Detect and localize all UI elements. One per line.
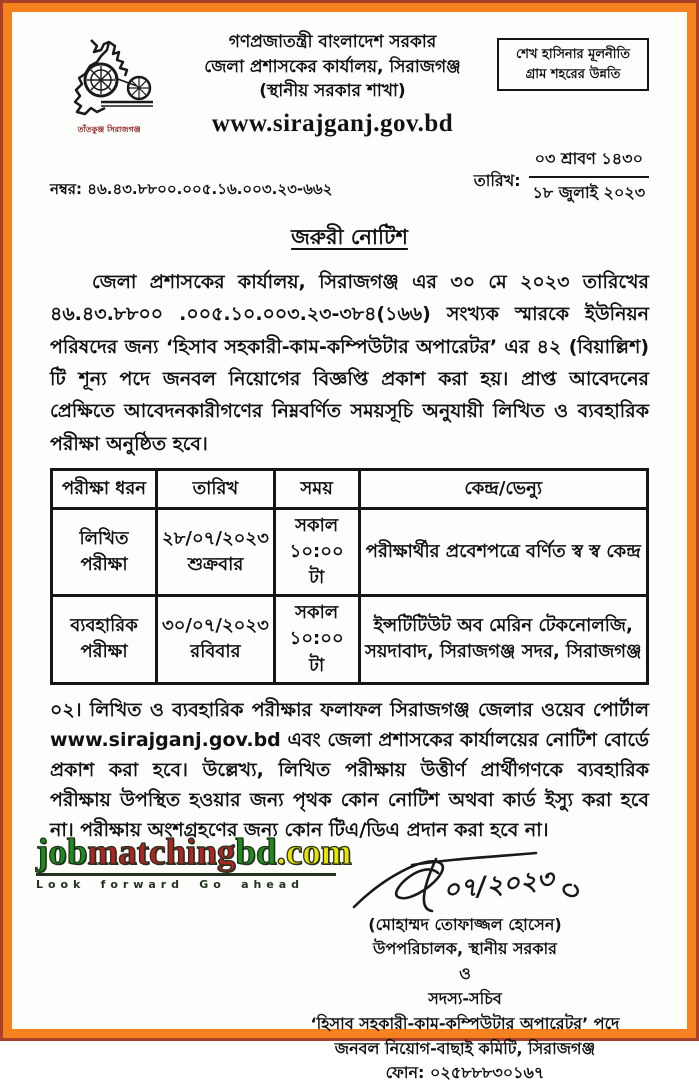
watermark-part-job: job [36, 832, 88, 873]
exam-schedule-table [50, 468, 649, 685]
watermark-part-matching: matching [87, 832, 236, 873]
org-line-1: গণপ্রজাতন্ত্রী বাংলাদেশ সরকার [228, 32, 437, 52]
table-row [52, 509, 648, 596]
signatory-conjunction: ও [459, 964, 471, 984]
slogan-box [497, 38, 649, 91]
cell-time: সকাল ১০:০০ টা [274, 509, 359, 596]
date-value: ২৮/০৭/২০২৩ [162, 528, 269, 550]
header-date: তারিখ [157, 469, 275, 508]
date-label: তারিখ: [473, 171, 521, 191]
signatory-committee-name: জনবল নিয়োগ-বাছাই কমিটি, সিরাজগঞ্জ [334, 1038, 596, 1058]
signatory-name: (মোহাম্মদ তোফাজ্জল হোসেন) [368, 914, 562, 934]
logo-caption: তাঁতকুঞ্জ সিরাজগঞ্জ [77, 125, 141, 134]
district-logo [50, 28, 168, 137]
date-gregorian: ১৮ জুলাই ২০২৩ [532, 183, 646, 203]
cell-exam-type: ব্যবহারিক পরীক্ষা [52, 596, 157, 683]
notice-frame [3, 3, 696, 1083]
watermark-tagline: Look forward Go ahead [36, 873, 336, 891]
slogan-line-2: গ্রাম শহরের উন্নতি [525, 66, 621, 82]
signatory-designation-2: সদস্য-সচিব [428, 989, 502, 1009]
cell-time: সকাল ১০:০০ টা [274, 596, 359, 683]
date-value: ৩০/০৭/২০২৩ [162, 615, 269, 637]
date-bangla: ০৩ শ্রাবণ ১৪৩০ [529, 146, 649, 178]
slogan-line-1: শেখ হাসিনার মূলনীতি [516, 47, 630, 62]
cell-date [157, 509, 275, 596]
day-value: রবিবার [190, 641, 241, 663]
signatory-designation-1: উপপরিচালক, স্থানীয় সরকার [373, 939, 557, 959]
header-time: সময় [274, 469, 359, 508]
memo-number: নম্বর: ৪৬.৪৩.৮৮০০.০০৫.১৬.০০৩.২৩-৬৬২ [50, 180, 333, 199]
watermark-logo [36, 832, 352, 891]
header-venue: কেন্দ্র/ভেন্যু [359, 469, 647, 508]
signature-block [285, 851, 645, 1086]
day-value: শুক্রবার [187, 554, 244, 576]
cell-venue: ইন্সটিটিউট অব মেরিন টেকনোলজি, সয়দাবাদ, সিরাজগঞ্জ সদর, সিরাজগঞ্জ [359, 596, 647, 683]
district-map-emblem-icon [57, 36, 161, 124]
org-line-3: (স্থানীয় সরকার শাখা) [259, 81, 406, 102]
signature-handwritten-date: ০৭/২০২৩ [441, 864, 556, 906]
watermark-part-com: .com [276, 832, 352, 873]
paragraph-2: ০২। লিখিত ও ব্যবহারিক পরীক্ষার ফলাফল সিরাজগঞ্জ জেলার ওয়েব পোর্টাল www.sirajganj.gov.bd এবং জেলা প্রশাসকের কার্যালয়ের নোটিশ বোর্ডে প্রকাশ করা হবে। উল্লেখ্য, লিখিত পরীক্ষায় উত্তীর্ণ প্রার্থীগণকে ব্যবহারিক পরীক্ষায় উপস্থিত হওয়ার জন্য পৃথক কোন নোটিশ অথবা কার্ড ইস্যু করা হবে না। পরীক্ষায় অংশগ্রহণের জন্য কোন টিএ/ডিএ প্রদান করা হবে না। [50, 698, 649, 841]
signatory-phone: ফোন: ০২৫৮৮৮৩০১৬৭ [385, 1063, 545, 1083]
table-header-row [52, 469, 648, 508]
cell-date [157, 596, 275, 683]
signatory-committee-post: ‘হিসাব সহকারী-কাম-কম্পিউটার অপারেটর’ পদে [310, 1013, 620, 1033]
watermark-part-bd: bd [235, 832, 277, 873]
meta-row [50, 146, 649, 207]
paragraph-1: জেলা প্রশাসকের কার্যালয়, সিরাজগঞ্জ এর ৩০ মে ২০২৩ তারিখের ৪৬.৪৩.৮৮০০ .০০৫.১০.০০৩.২৩-৩৮৪(১৬৬) সংখ্যক স্মারকে ইউনিয়ন পরিষদের জন্য ‘হিসাব সহকারী-কাম-কম্পিউটার অপারেটর’ এর ৪২ (বিয়াল্লিশ) টি শূন্য পদে জনবল নিয়োগের বিজ্ঞপ্তি প্রকাশ করা হয়। প্রাপ্ত আবেদনের প্রেক্ষিতে আবেদনকারীগণের নিম্নবর্ণিত সময়সূচি অনুযায়ী লিখিত ও ব্যবহারিক পরীক্ষা অনুষ্ঠিত হবে। [50, 271, 649, 455]
cell-venue: পরীক্ষার্থীর প্রবেশপত্রে বর্ণিত স্ব স্ব কেন্দ্র [359, 509, 647, 596]
header [50, 28, 649, 142]
header-org-block [168, 28, 497, 142]
date-stack [529, 146, 649, 207]
cell-exam-type: লিখিত পরীক্ষা [52, 509, 157, 596]
watermark-text [36, 832, 352, 873]
date-block [474, 146, 649, 207]
header-exam-type: পরীক্ষা ধরন [52, 469, 157, 508]
notice-title: জরুরী নোটিশ [291, 225, 408, 250]
org-line-2: জেলা প্রশাসকের কার্যালয়, সিরাজগঞ্জ [204, 56, 461, 77]
website-url: www.sirajganj.gov.bd [211, 109, 454, 137]
table-row [52, 596, 648, 683]
